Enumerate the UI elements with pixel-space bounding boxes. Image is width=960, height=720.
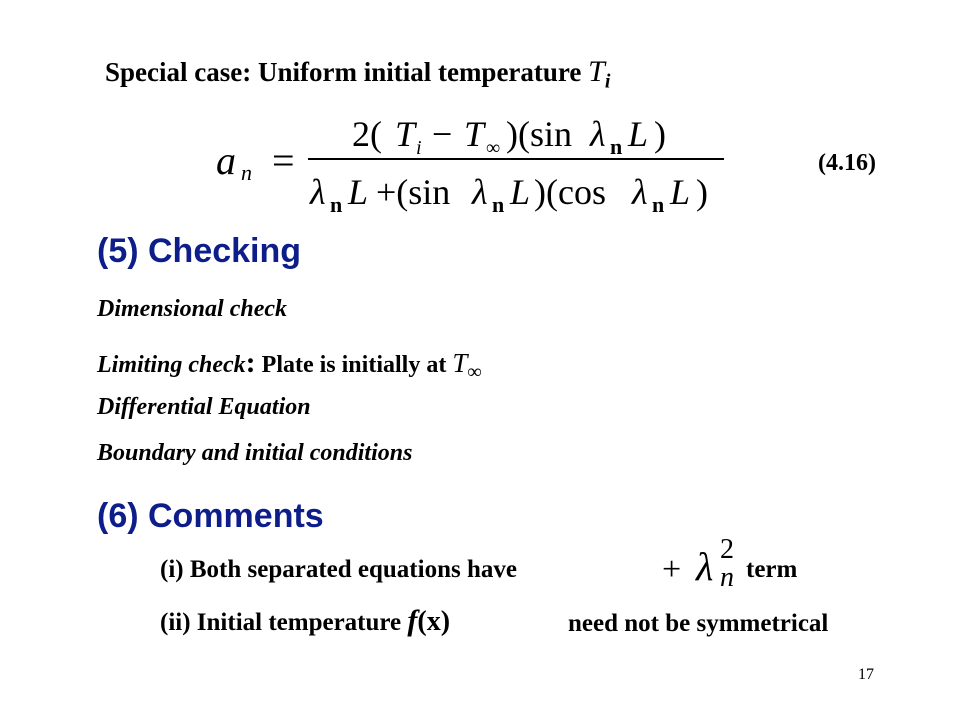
svg-text:L: L — [628, 114, 649, 154]
svg-text:L: L — [670, 172, 691, 212]
math-plus: + — [662, 551, 682, 588]
section-heading-comments: (6) Comments — [97, 497, 324, 535]
comment-second-f: f — [407, 604, 418, 637]
special-case-T: T — [588, 55, 605, 88]
check-limiting-colon: : — [245, 346, 256, 379]
svg-text:n: n — [492, 192, 505, 217]
math-lambda: λ — [696, 544, 714, 589]
equation-4-16 — [210, 108, 750, 218]
check-limiting-inf: ∞ — [467, 360, 482, 383]
math-sub-n: n — [720, 562, 734, 592]
check-boundary: Boundary and initial conditions — [97, 440, 413, 466]
svg-text:λ: λ — [590, 114, 606, 154]
svg-text:+(sin: +(sin — [376, 172, 451, 212]
comment-second-rest: need not be symmetrical — [568, 610, 829, 637]
comment-second-line — [160, 604, 450, 638]
comment-first: (i) Both separated equations have — [160, 556, 517, 583]
special-case-line — [105, 55, 610, 93]
check-differential: Differential Equation — [97, 394, 311, 420]
check-limiting: Limiting check — [97, 352, 246, 378]
eq-numerator — [352, 114, 666, 159]
svg-text:2(: 2( — [352, 114, 382, 154]
svg-text:∞: ∞ — [486, 137, 501, 159]
check-limiting-line — [97, 346, 482, 384]
svg-text:T: T — [464, 114, 485, 154]
special-case-sub: i — [604, 70, 611, 93]
equation-number: (4.16) — [818, 150, 876, 176]
svg-text:−: − — [432, 114, 453, 154]
math-sup-2: 2 — [720, 534, 734, 565]
svg-text:L: L — [348, 172, 369, 212]
comment-first-term: term — [746, 556, 798, 583]
svg-text:T: T — [395, 114, 416, 154]
svg-text:)(cos: )(cos — [534, 172, 606, 212]
svg-text:λ: λ — [632, 172, 648, 212]
check-limiting-T: T — [452, 348, 468, 378]
svg-text:)(sin: )(sin — [506, 114, 572, 154]
special-case-text: Special case: Uniform initial temperature — [105, 57, 582, 87]
eq-equals: = — [272, 138, 295, 183]
svg-text:): ) — [696, 172, 708, 212]
comment-second: (ii) Initial temperature — [160, 609, 402, 636]
svg-text:λ: λ — [472, 172, 488, 212]
svg-text:n: n — [652, 192, 665, 217]
svg-text:n: n — [610, 134, 623, 159]
check-limiting-text: Plate is initially at — [261, 352, 447, 378]
svg-text:λ: λ — [310, 172, 326, 212]
eq-denominator — [309, 172, 708, 217]
svg-text:L: L — [510, 172, 531, 212]
page-number: 17 — [858, 666, 874, 683]
svg-text:): ) — [654, 114, 666, 154]
check-dimensional: Dimensional check — [97, 296, 287, 322]
svg-text:i: i — [416, 137, 422, 159]
svg-text:n: n — [330, 192, 343, 217]
section-heading-checking: (5) Checking — [97, 232, 302, 270]
comment-second-x: (x) — [417, 606, 451, 637]
comment-first-math — [656, 528, 746, 592]
eq-lhs-a: a — [216, 138, 236, 183]
eq-lhs-n: n — [241, 160, 252, 185]
